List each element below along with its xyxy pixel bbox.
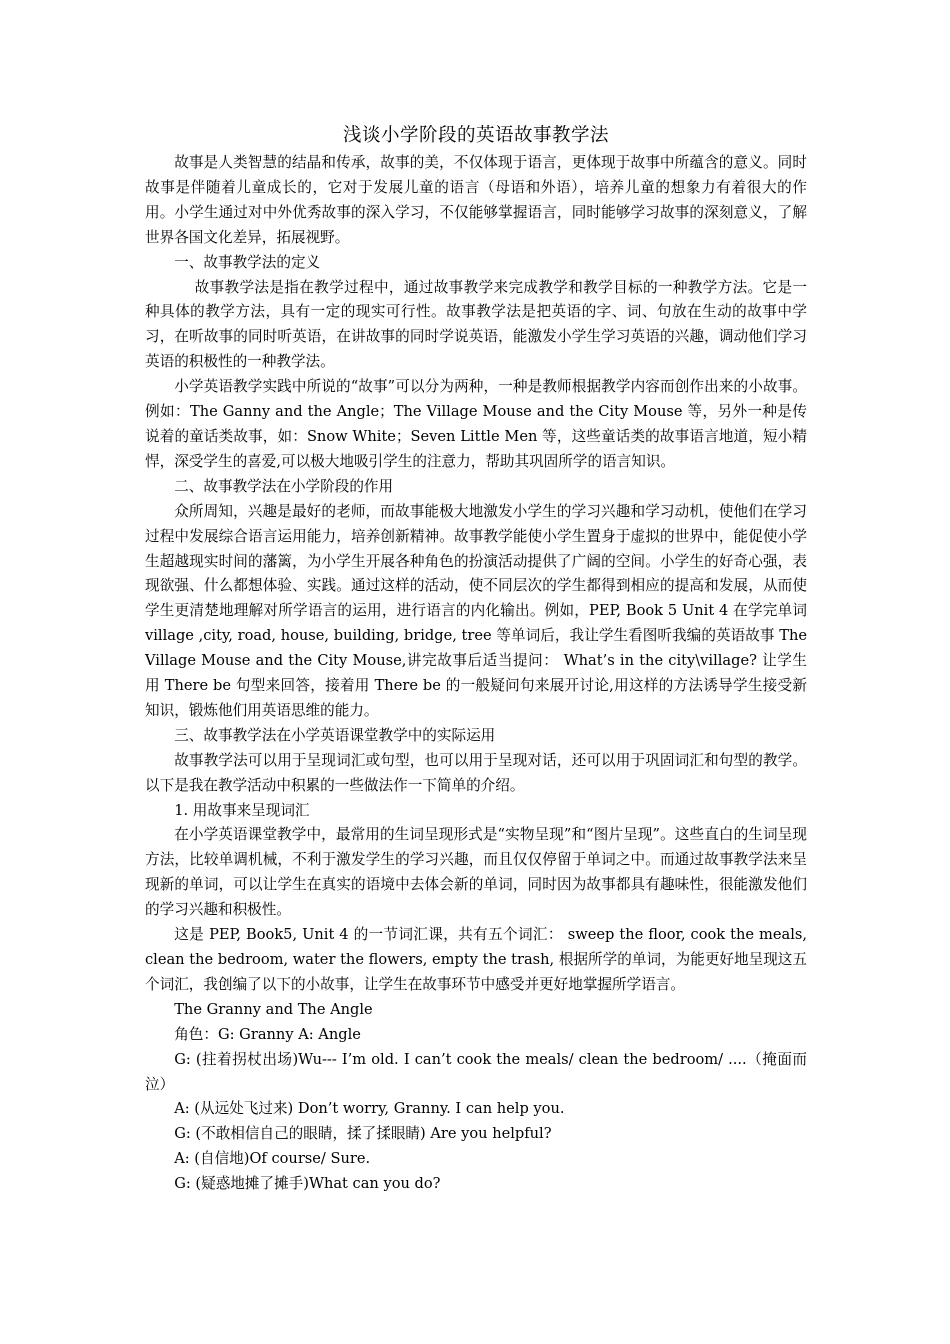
story-title: The Granny and The Angle: [174, 1000, 373, 1018]
section-heading-2: 二、故事教学法在小学阶段的作用: [174, 477, 394, 495]
subsection-heading-1: 1. 用故事来呈现词汇: [174, 801, 310, 819]
dialogue-line: A: (从远处飞过来) Don’t worry, Granny. I can help you.: [174, 1100, 565, 1118]
section-heading-3: 三、故事教学法在小学英语课堂教学中的实际运用: [174, 726, 496, 744]
dialogue-line: G: (不敢相信自己的眼睛，揉了揉眼睛) Are you helpful?: [174, 1125, 552, 1143]
dialogue-line: G: (拄着拐杖出场)Wu--- I’m old. I can’t cook the meals/ clean the bedroom/ ....（掩面而泣）: [145, 1050, 807, 1093]
section-heading-1: 一、故事教学法的定义: [174, 253, 321, 271]
story-roles: 角色：G: Granny A: Angle: [174, 1025, 361, 1043]
application-paragraph: 故事教学法可以用于呈现词汇或句型，也可以用于呈现对话，还可以用于巩固词汇和句型的教学。以下是我在教学活动中积累的一些做法作一下简单的介绍。: [145, 751, 807, 794]
definition-paragraph: 故事教学法是指在教学过程中，通过故事教学来完成教学和教学目标的一种教学方法。它是一种具体的教学方法，具有一定的现实可行性。故事教学法是把英语的字、词、句放在生动的故事中学习，在听故事的同时听英语，在讲故事的同时学说英语，能激发小学生学习英语的兴趣，调动他们学习英语的积极性的一种教学法。: [145, 278, 807, 371]
story-types-paragraph: 小学英语教学实践中所说的“故事”可以分为两种，一种是教师根据教学内容而创作出来的小故事。例如：The Ganny and the Angle；The Village Mouse and the City Mouse 等，另外一种是传说着的童话类故事，如：Snow White；Seven Little Men 等，这些童话类的故事语言地道，短小精悍，深受学生的喜爱,可以极大地吸引学生的注意力，帮助其巩固所学的语言知识。: [145, 378, 807, 470]
dialogue-line: A: (自信地)Of course/ Sure.: [174, 1150, 371, 1168]
vocabulary-paragraph: 在小学英语课堂教学中，最常用的生词呈现形式是“实物呈现”和“图片呈现”。这些直白的生词呈现方法，比较单调机械，不利于激发学生的学习兴趣，而且仅仅停留于单词之中。而通过故事教学法来呈现新的单词，可以让学生在真实的语境中去体会新的单词，同时因为故事都具有趣味性，很能激发他们的学习兴趣和积极性。: [145, 826, 807, 919]
intro-paragraph: 故事是人类智慧的结晶和传承，故事的美，不仅体现于语言，更体现于故事中所蕴含的意义。同时故事是伴随着儿童成长的，它对于发展儿童的语言（母语和外语），培养儿童的想象力有着很大的作用。小学生通过对中外优秀故事的深入学习，不仅能够掌握语言，同时能够学习故事的深刻意义，了解世界各国文化差异，拓展视野。: [145, 154, 807, 246]
dialogue-line: G: (疑惑地摊了摊手)What can you do?: [174, 1175, 441, 1193]
page-title: 浅谈小学阶段的英语故事教学法: [342, 125, 609, 146]
role-paragraph: 众所周知，兴趣是最好的老师，而故事能极大地激发小学生的学习兴趣和学习动机，使他们在学习过程中发展综合语言运用能力，培养创新精神。故事教学能使小学生置身于虚拟的世界中，能促使小学生超越现实时间的藩篱，为小学生开展各种角色的扮演活动提供了广阔的空间。小学生的好奇心强，表现欲强、什么都想体验、实践。通过这样的活动，使不同层次的学生都得到相应的提高和发展，从而使学生更清楚地理解对所学语言的运用，进行语言的内化输出。例如，PEP, Book 5 Unit 4 在学完单词 village ,city, road, house, building, bridge, tree 等单词后，我让学生看图听我编的英语故事 The Village Mouse and the City Mouse,讲完故事后适当提问： What’s in the city\village? 让学生用 There be 句型来回答，接着用 There be 的一般疑问句来展开讨论,用这样的方法诱导学生接受新知识，锻炼他们用英语思维的能力。: [145, 502, 807, 719]
document-body: [145, 121, 807, 1197]
lesson-example-paragraph: 这是 PEP, Book5, Unit 4 的一节词汇课，共有五个词汇： sweep the floor, cook the meals, clean the bedroom, water the flowers, empty the trash, 根据所学的单词，为能更好地呈现这五个词汇，我创编了以下的小故事，让学生在故事环节中感受并更好地掌握所学语言。: [145, 926, 807, 993]
